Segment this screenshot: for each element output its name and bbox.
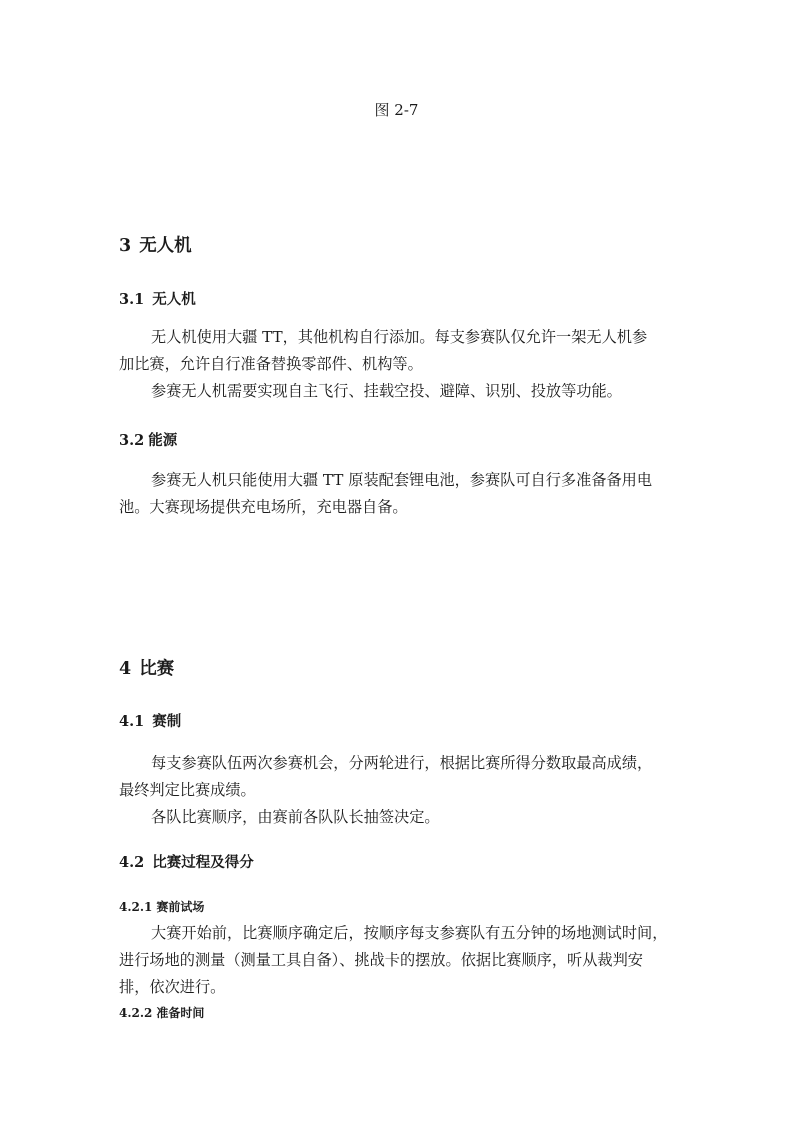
section-title: 赛制 — [152, 713, 182, 730]
section-title: 准备时间 — [156, 1006, 205, 1020]
paragraph-line: 进行场地的测量（测量工具自备）、挑战卡的摆放。依据比赛顺序，听从裁判安 — [119, 951, 643, 969]
section-title: 比赛 — [139, 659, 175, 679]
paragraph-line: 排，依次进行。 — [119, 978, 226, 996]
section-4-2-2-heading — [119, 1004, 204, 1021]
section-number: 3.1 — [119, 291, 145, 308]
section-4-2-1-heading — [119, 898, 204, 915]
section-4-2-heading — [119, 851, 254, 872]
section-title: 无人机 — [152, 291, 196, 308]
section-number: 3 — [119, 236, 132, 256]
paragraph-line: 参赛无人机只能使用大疆 TT 原装配套锂电池，参赛队可自行多准备备用电 — [151, 471, 653, 489]
section-number: 4.2.1 — [119, 900, 153, 914]
paragraph-line: 加比赛，允许自行准备替换零部件、机构等。 — [119, 355, 423, 373]
section-number: 4.1 — [119, 713, 145, 730]
section-number: 4 — [119, 659, 132, 679]
section-title: 赛前试场 — [156, 900, 205, 914]
paragraph-4-1 — [119, 750, 679, 831]
section-title: 比赛过程及得分 — [152, 854, 254, 871]
section-3-2-heading — [119, 429, 177, 450]
paragraph-3-1 — [119, 324, 679, 405]
section-number: 4.2 — [119, 854, 145, 871]
section-number: 3.2 — [119, 432, 145, 449]
section-4-1-heading — [119, 710, 181, 731]
paragraph-line: 池。大赛现场提供充电场所，充电器自备。 — [119, 498, 408, 516]
paragraph-line: 最终判定比赛成绩。 — [119, 781, 256, 799]
section-3-heading — [119, 232, 192, 257]
section-4-heading — [119, 655, 174, 680]
paragraph-line: 各队比赛顺序，由赛前各队队长抽签决定。 — [151, 808, 440, 826]
paragraph-line: 参赛无人机需要实现自主飞行、挂载空投、避障、识别、投放等功能。 — [151, 382, 622, 400]
paragraph-4-2-1 — [119, 920, 679, 1001]
paragraph-line: 无人机使用大疆 TT，其他机构自行添加。每支参赛队仅允许一架无人机参 — [151, 328, 648, 346]
paragraph-3-2 — [119, 467, 679, 521]
paragraph-line: 每支参赛队伍两次参赛机会，分两轮进行，根据比赛所得分数取最高成绩， — [151, 754, 653, 772]
section-title: 无人机 — [139, 236, 192, 256]
section-title: 能源 — [148, 432, 178, 449]
paragraph-line: 大赛开始前，比赛顺序确定后，按顺序每支参赛队有五分钟的场地测试时间， — [151, 924, 668, 942]
section-3-1-heading — [119, 288, 196, 309]
figure-caption: 图 2-7 — [374, 101, 419, 119]
section-number: 4.2.2 — [119, 1006, 153, 1020]
